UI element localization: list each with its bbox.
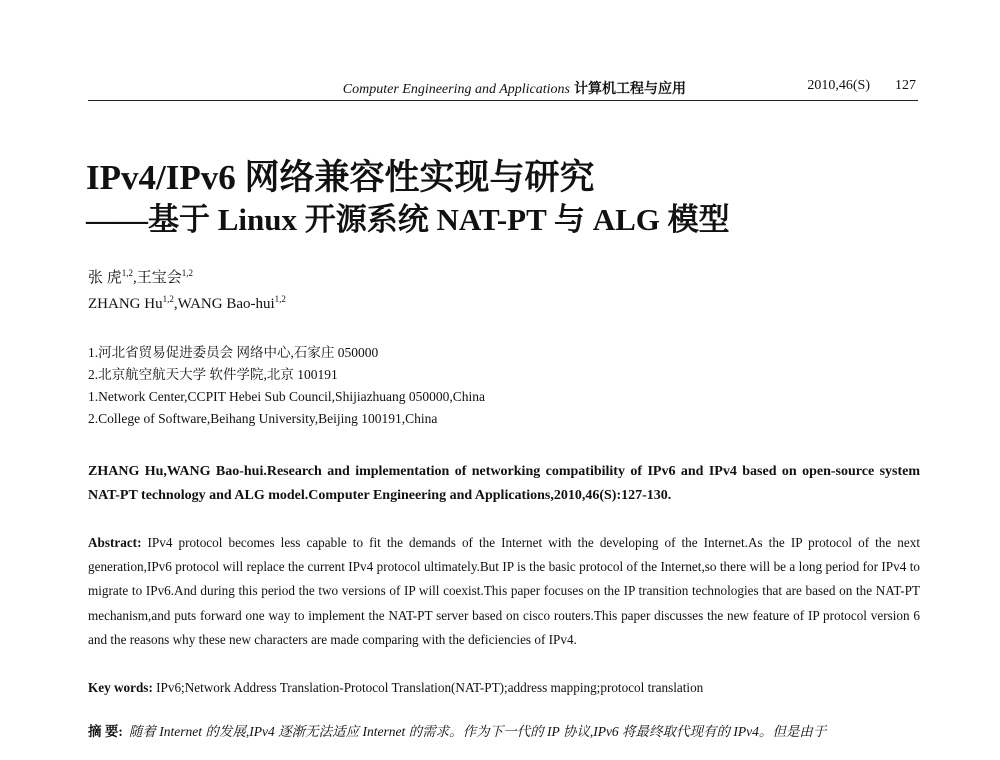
abstract-label: Abstract: (88, 535, 142, 550)
authors-english: ZHANG Hu$^{1,2}$,WANG Bao-hui$^{1,2}$ (88, 294, 286, 312)
volume-issue: 2010,46(S) (807, 78, 870, 93)
paper-subtitle: ——基于 Linux 开源系统 NAT-PT 与 ALG 模型 (86, 202, 730, 237)
journal-name-cn: 计算机工程与应用 (574, 82, 686, 97)
author-1-en-affil: 1,2 (162, 294, 174, 304)
keywords (88, 677, 920, 699)
authors-chinese: 张 虎$^{1,2}$,王宝会$^{1,2}$ (88, 268, 194, 286)
affiliation-1-en: 1.Network Center,CCPIT Hebei Sub Council,Shijiazhuang 050000,China (88, 389, 486, 404)
chinese-abstract-label: 摘 要: (88, 724, 123, 739)
affiliations (88, 342, 485, 430)
author-2-en-affil: 1,2 (274, 294, 286, 304)
author-2-cn-affil: 1,2 (181, 268, 194, 278)
journal-name (343, 78, 686, 98)
header-rule (88, 100, 918, 101)
author-2-en: WANG Bao-hui (177, 296, 275, 312)
affiliation-2-cn: 2.北京航空航天大学 软件学院,北京 100191 (88, 367, 338, 382)
chinese-abstract-text: 随着 Internet 的发展,IPv4 逐渐无法适应 Internet 的需求。作为下一代的 IP 协议,IPv6 将最终取代现有的 IPv4。但是由于 (128, 724, 827, 739)
running-head (88, 76, 918, 98)
author-1-cn: 张 虎 (88, 270, 122, 286)
citation: ZHANG Hu,WANG Bao-hui.Research and implementation of networking compatibility of IPv6 and IPv4 based on open-source system NAT-PT technology and ALG model.Computer Engineering and Applications,2010,46(S):127-130. (88, 464, 920, 503)
abstract-text: IPv4 protocol becomes less capable to fit the demands of the Internet with the developing of the Internet.As the IP protocol of the next generation,IPv6 protocol will replace the current IPv4 protocol ultimately.But IP is the basic protocol of the Internet,so there will be a long period for IPv4 to migrate to IPv6.And during this period the two versions of IP will coexist.This paper focuses on the IP transition technologies that are based on the NAT-PT mechanism,and puts forward one way to implement the NAT-PT server based on cisco routers.This paper discusses the new feature of IP protocol version 6 and the reasons why these new characters are made comparing with the deficiencies of IPv4. (88, 535, 920, 647)
page-number: 127 (895, 78, 916, 93)
keywords-label: Key words: (88, 680, 153, 695)
keywords-text: IPv6;Network Address Translation-Protocol Translation(NAT-PT);address mapping;protocol translation (156, 680, 704, 695)
journal-name-en: Computer Engineering and Applications (342, 82, 570, 97)
abstract (88, 531, 920, 652)
author-2-cn: 王宝会 (136, 270, 182, 286)
author-1-en: ZHANG Hu (88, 296, 163, 312)
chinese-abstract (88, 720, 920, 744)
author-1-cn-affil: 1,2 (121, 268, 134, 278)
paper-title: IPv4/IPv6 网络兼容性实现与研究 (86, 158, 595, 197)
affiliation-2-en: 2.College of Software,Beihang University,Beijing 100191,China (88, 411, 438, 426)
affiliation-1-cn: 1.河北省贸易促进委员会 网络中心,石家庄 050000 (88, 345, 379, 360)
